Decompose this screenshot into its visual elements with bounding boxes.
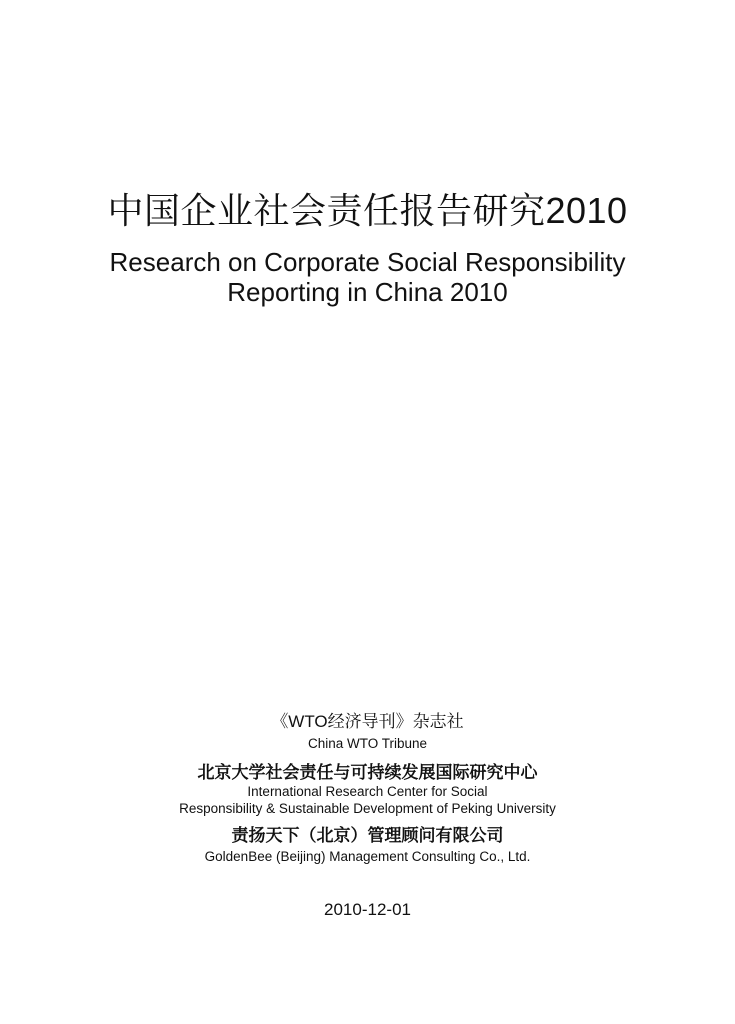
publisher-2-english-line-1: International Research Center for Social — [247, 784, 488, 799]
title-english-line-2: Reporting in China 2010 — [227, 277, 508, 307]
publisher-1-chinese: 《WTO经济导刊》杂志社 — [271, 712, 464, 731]
publisher-2-english-line-2: Responsibility & Sustainable Development of Peking University — [179, 801, 556, 816]
publisher-2-chinese: 北京大学社会责任与可持续发展国际研究中心 — [197, 763, 538, 782]
publication-date: 2010-12-01 — [324, 900, 411, 919]
publisher-3-chinese: 责扬天下（北京）管理顾问有限公司 — [231, 826, 504, 845]
publisher-3-english: GoldenBee (Beijing) Management Consulting Co., Ltd. — [204, 849, 531, 864]
title-chinese: 中国企业社会责任报告研究2010 — [107, 190, 628, 231]
publisher-1-english: China WTO Tribune — [307, 736, 428, 751]
title-english-line-1: Research on Corporate Social Responsibility — [109, 247, 626, 277]
